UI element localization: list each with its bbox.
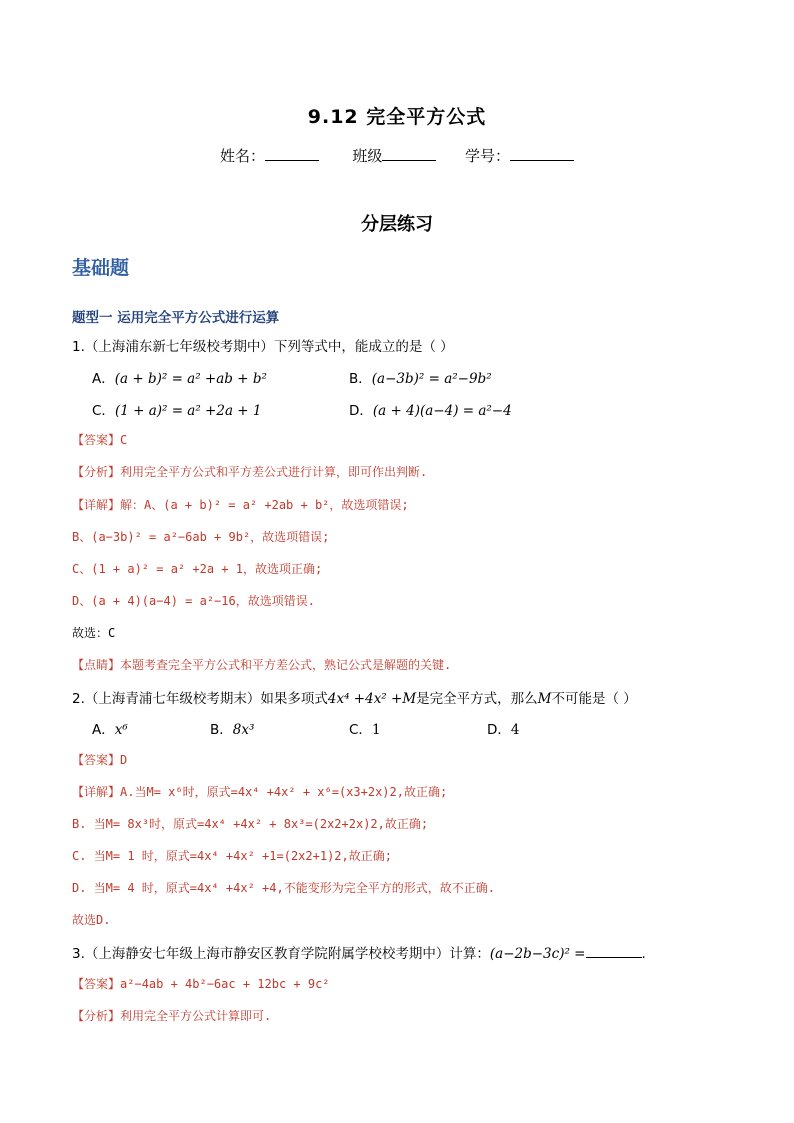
id-blank[interactable] [510,146,574,161]
q2-option-d: D．4 [487,722,520,738]
student-info-line [0,145,794,166]
q2-answer: 【答案】D [72,753,128,767]
q1-answer: 【答案】C [72,433,128,447]
name-blank[interactable] [265,146,319,161]
q3-stem: 3.（上海静安七年级上海市静安区教育学院附属学校校考期中）计算：(a−2b−3c)² = . [72,946,646,962]
q1-analysis: 【分析】利用完全平方公式和平方差公式进行计算，即可作出判断. [72,465,428,479]
q1-option-a: A．(a + b)² = a² +ab + b² [92,371,267,387]
q1-choice: 故选：C [72,626,116,640]
q2-detail-line: D. 当M= 4 时，原式=4x⁴ +4x² +4,不能变形为完全平方的形式，故不正确. [72,881,495,895]
q2-option-c: C．1 [349,722,381,738]
section-heading: 基础题 [72,257,130,279]
q3-answer: 【答案】a²−4ab + 4b²−6ac + 12bc + 9c² [72,977,330,991]
question-type-heading: 题型一 运用完全平方公式进行运算 [72,310,280,326]
page-title: 9.12 完全平方公式 [307,106,487,128]
q1-option-b: B．(a−3b)² = a²−9b² [349,371,492,387]
q1-detail-line: D、(a + 4)(a−4) = a²−16，故选项错误. [72,594,315,608]
subtitle: 分层练习 [361,214,433,235]
name-label: 姓名： [219,147,265,165]
class-blank[interactable] [382,146,436,161]
q2-detail-line: C. 当M= 1 时，原式=4x⁴ +4x² +1=(2x2+1)2,故正确; [72,849,392,863]
q1-option-c: C．(1 + a)² = a² +2a + 1 [92,403,262,419]
q1-detail-line: 【详解】解：A、(a + b)² = a² +2ab + b²，故选项错误; [72,498,409,512]
q1-stem: 1.（上海浦东新七年级校考期中）下列等式中，能成立的是（ ） [72,339,454,355]
class-label: 班级 [352,147,383,165]
q1-detail-line: C、(1 + a)² = a² +2a + 1，故选项正确; [72,562,323,576]
q3-answer-blank[interactable] [586,945,642,958]
q1-detail-line: B、(a−3b)² = a²−6ab + 9b²，故选项错误; [72,530,330,544]
id-label: 学号： [465,147,511,165]
q3-analysis: 【分析】利用完全平方公式计算即可. [72,1009,272,1023]
q2-option-a: A．x⁶ [92,722,128,738]
q1-comment: 【点睛】本题考查完全平方公式和平方差公式，熟记公式是解题的关键. [72,658,452,672]
q2-detail-line: B. 当M= 8x³时，原式=4x⁴ +4x² + 8x³=(2x2+2x)2,故正确; [72,817,429,831]
q2-stem: 2.（上海青浦七年级校考期末）如果多项式4x⁴ +4x² +M是完全平方式，那么M不可能是（ ） [72,691,637,707]
q2-option-b: B．8x³ [210,722,255,738]
q2-choice: 故选D. [72,913,111,927]
q2-detail-line: 【详解】A.当M= x⁶时，原式=4x⁴ +4x² + x⁶=(x3+2x)2,故正确; [72,785,448,799]
q1-option-d: D．(a + 4)(a−4) = a²−4 [349,403,512,419]
